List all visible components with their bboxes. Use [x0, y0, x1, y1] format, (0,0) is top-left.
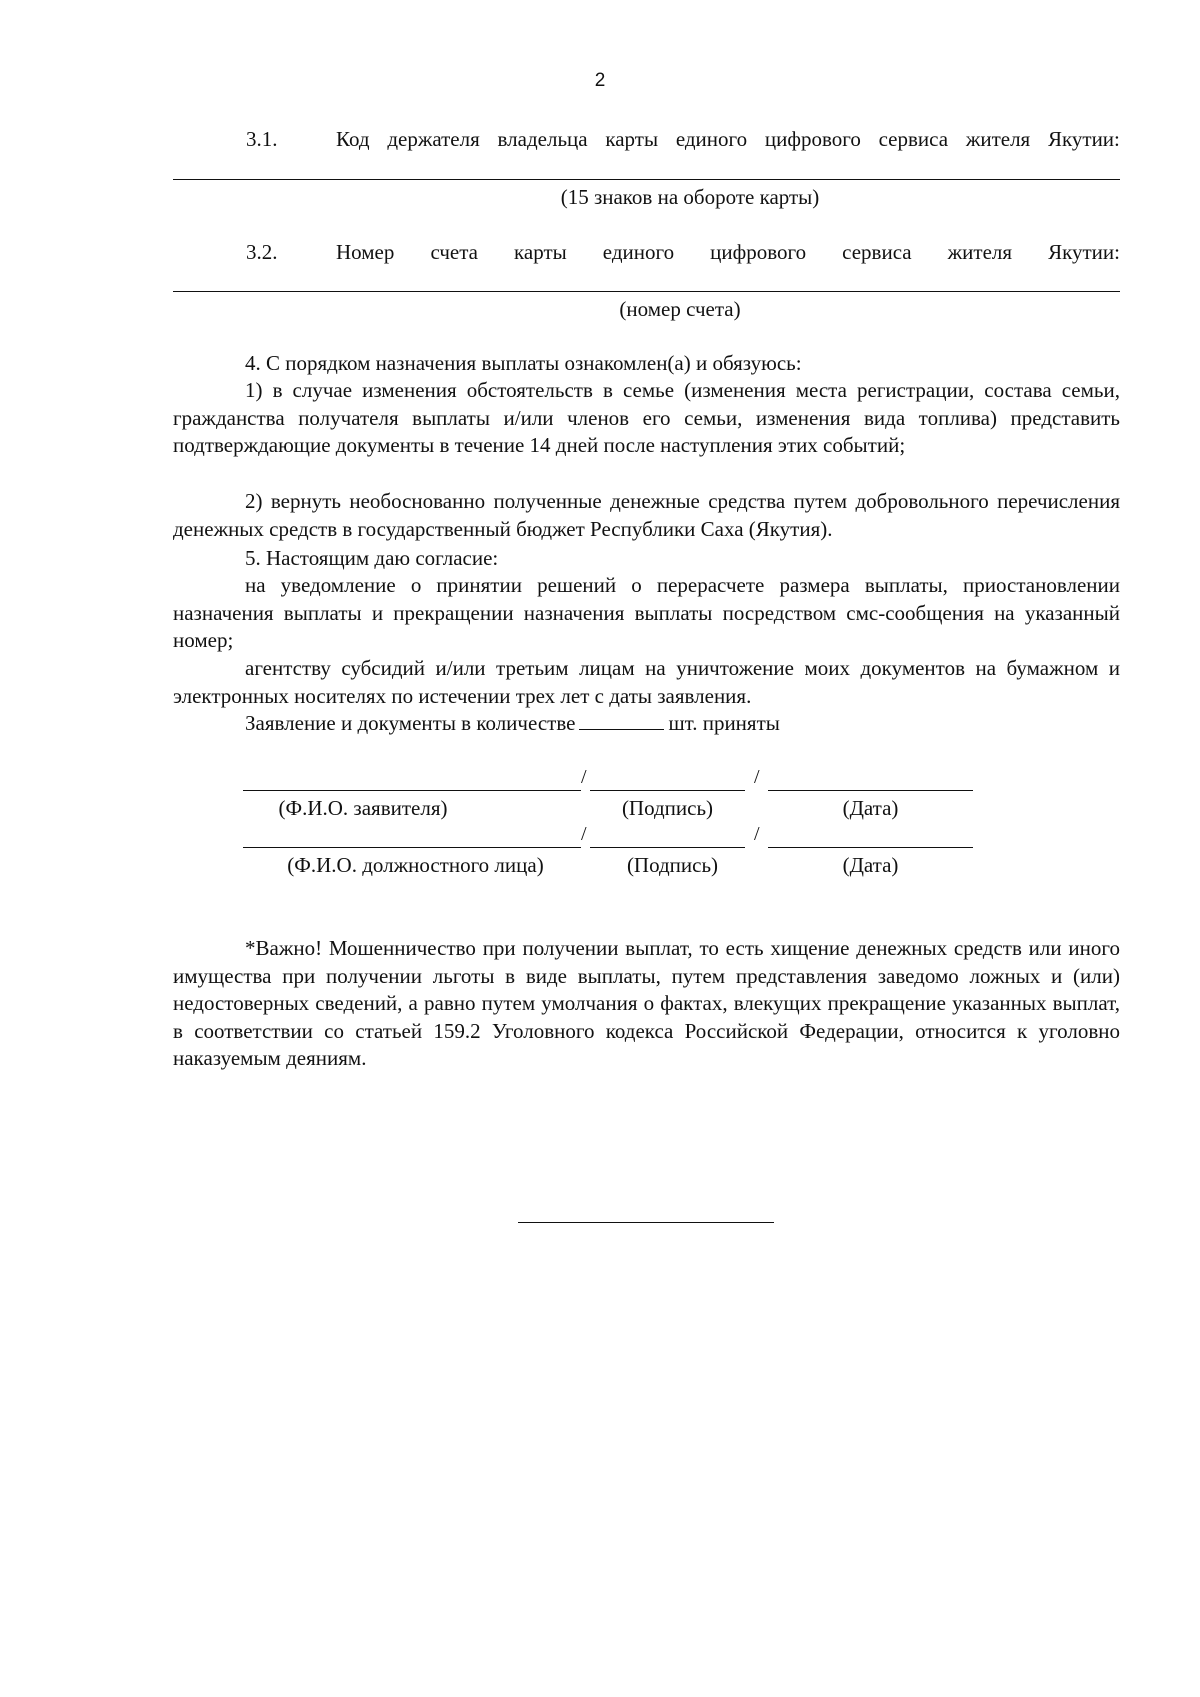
word: жителя — [947, 240, 1013, 264]
acceptance-line: Заявление и документы в количестве шт. приняты — [245, 711, 780, 735]
word: держателя — [387, 127, 480, 151]
section-4-heading: 4. С порядком назначения выплаты ознакомлен(а) и обязуюсь: — [245, 351, 802, 375]
section-5-item-2: агентству субсидий и/или третьим лицам на уничтожение моих документов на бумажном и электронных носителях по истечении трех лет с даты заявления. — [173, 656, 1120, 708]
word: Код — [336, 127, 370, 151]
word: Якутии: — [1047, 127, 1120, 151]
section-5-heading: 5. Настоящим даю согласие: — [245, 546, 499, 570]
applicant-date-caption: (Дата) — [842, 796, 899, 820]
document-count-field[interactable] — [579, 711, 664, 730]
applicant-signature-caption: (Подпись) — [621, 796, 714, 820]
word: цифрового — [764, 127, 861, 151]
item-3-2-number: 3.2. — [246, 240, 278, 264]
word: карты — [605, 127, 659, 151]
separator-slash: / — [754, 766, 760, 788]
official-signature-line[interactable] — [590, 847, 745, 848]
word: жителя — [965, 127, 1031, 151]
word: карты — [514, 240, 567, 264]
applicant-name-line[interactable] — [243, 790, 581, 791]
account-number-caption: (номер счета) — [619, 297, 741, 321]
separator-slash: / — [754, 823, 760, 845]
official-name-line[interactable] — [243, 847, 581, 848]
word: единого — [675, 127, 748, 151]
word: Номер — [336, 240, 395, 264]
section-4-item-1: 1) в случае изменения обстоятельств в семье (изменения места регистрации, состава семьи, гражданства получателя выплаты и/или членов его семьи, изменения вида топлива) представить подтверждающие документы в течение 14 дней после наступления этих событий; — [173, 378, 1120, 457]
separator-slash: / — [581, 766, 587, 788]
applicant-date-line[interactable] — [768, 790, 973, 791]
official-date-line[interactable] — [768, 847, 973, 848]
fraud-warning: *Важно! Мошенничество при получении выплат, то есть хищение денежных средств или иного имущества при получении льготы в виде выплаты, путем представления заведомо ложных и (или) недостоверных сведений, а равно путем умолчания о фактах, влекущих прекращение указанных выплат, в соответствии со статьей 159.2 Уголовного кодекса Российской Федерации, относится к уголовно наказуемым деяниям. — [173, 936, 1120, 1070]
applicant-name-caption: (Ф.И.О. заявителя) — [278, 796, 448, 820]
page-number: 2 — [594, 70, 606, 91]
closing-divider — [518, 1222, 774, 1223]
word: Якутии: — [1048, 240, 1120, 264]
word: сервиса — [878, 127, 949, 151]
word: счета — [430, 240, 478, 264]
official-signature-caption: (Подпись) — [626, 853, 719, 877]
card-code-caption: (15 знаков на обороте карты) — [560, 185, 820, 209]
official-name-caption: (Ф.И.О. должностного лица) — [287, 853, 544, 877]
word: сервиса — [842, 240, 912, 264]
word: единого — [602, 240, 675, 264]
word: владельца — [497, 127, 588, 151]
word: цифрового — [710, 240, 807, 264]
item-3-1-number: 3.1. — [246, 127, 278, 151]
section-4-item-2: 2) вернуть необоснованно полученные денежные средства путем добровольного перечисления денежных средств в государственный бюджет Республики Саха (Якутия). — [173, 489, 1120, 541]
account-number-field-line[interactable] — [173, 291, 1120, 292]
item-3-2-line — [173, 240, 1120, 265]
applicant-signature-line[interactable] — [590, 790, 745, 791]
item-3-1-text — [336, 127, 1120, 152]
item-3-2-text — [336, 240, 1120, 265]
item-3-1-line — [173, 127, 1120, 152]
section-5-item-1: на уведомление о принятии решений о перерасчете размера выплаты, приостановлении назначения выплаты и прекращении назначения выплаты посредством смс-сообщения на указанный номер; — [173, 573, 1120, 652]
separator-slash: / — [581, 823, 587, 845]
card-code-field-line[interactable] — [173, 179, 1120, 180]
official-date-caption: (Дата) — [842, 853, 899, 877]
